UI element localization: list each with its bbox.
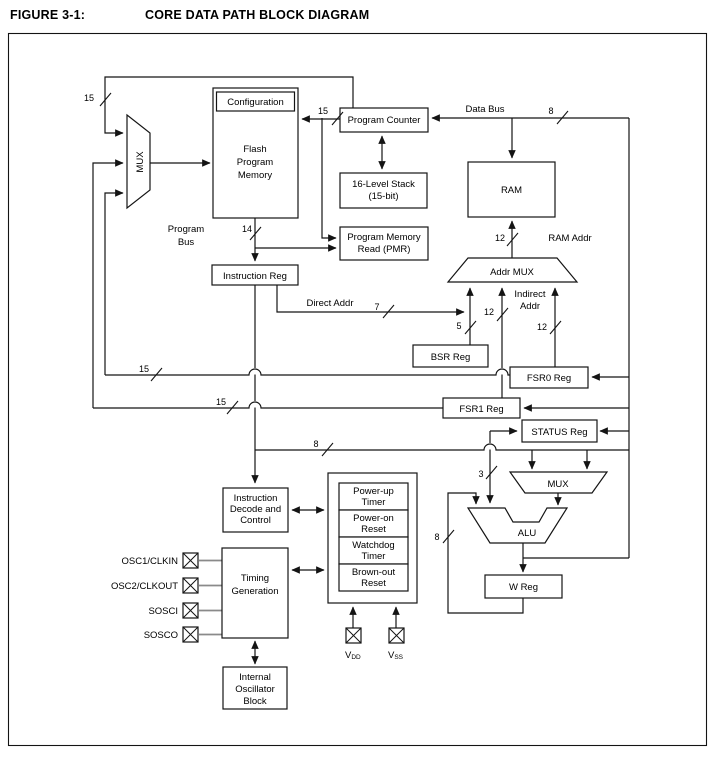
sosco-label: SOSCO [143, 630, 178, 641]
sosci-pin-icon [183, 603, 198, 618]
pmr-label-2: Read (PMR) [357, 244, 411, 255]
w-reg-label: W Reg [508, 582, 539, 593]
width-ram-addr: 12 [494, 233, 506, 243]
flash-label-2: Program [236, 157, 274, 168]
vss-pin-icon [389, 628, 404, 643]
intosc-label-1: Internal [239, 672, 271, 683]
width-flash-ir: 14 [241, 224, 253, 234]
data-bus-label: Data Bus [465, 104, 505, 115]
alu-mux-label: MUX [547, 479, 569, 490]
timer1-label-1: Power-up [353, 486, 394, 497]
vss-base: V [388, 650, 395, 661]
ram-addr-label: RAM Addr [548, 233, 592, 244]
program-bus-label-2: Bus [177, 237, 195, 248]
intosc-label-3: Block [243, 696, 267, 707]
status-label: STATUS Reg [531, 427, 588, 438]
timer1-label-2: Timer [361, 497, 386, 508]
indirect-addr-label-1: Indirect [514, 289, 546, 300]
stack-label-1: 16-Level Stack [352, 179, 415, 190]
width-data-bus: 8 [548, 106, 554, 116]
width-w-alu: 8 [434, 532, 440, 542]
program-bus-label-1: Program [167, 224, 205, 235]
timing-label-1: Timing [240, 573, 270, 584]
intosc-label-2: Oscillator [235, 684, 275, 695]
width-fsr1-bus: 15 [215, 397, 227, 407]
figure-label: FIGURE 3-1: [10, 8, 86, 22]
fsr1-label: FSR1 Reg [459, 404, 504, 415]
timer2-label-1: Power-on [353, 513, 394, 524]
decode-label-3: Control [240, 515, 271, 526]
stack-label-2: (15-bit) [368, 191, 399, 202]
width-pc-flash: 15 [317, 106, 329, 116]
timer4-label-1: Brown-out [351, 567, 396, 578]
flash-label-3: Memory [237, 170, 273, 181]
decode-label-1: Instruction [233, 493, 278, 504]
configuration-label: Configuration [227, 97, 284, 108]
vss-sub: SS [394, 654, 404, 661]
program-counter-label: Program Counter [347, 115, 421, 126]
sosci-label: SOSCI [148, 606, 178, 617]
direct-addr-label: Direct Addr [306, 298, 354, 309]
fsr0-label: FSR0 Reg [526, 373, 572, 384]
width-fsr1-addrmux: 12 [483, 307, 495, 317]
alu-label: ALU [517, 528, 537, 539]
flash-label-1: Flash [243, 144, 267, 155]
pmr-label-1: Program Memory [347, 232, 421, 243]
vdd-base: V [345, 650, 352, 661]
width-literal: 8 [313, 439, 319, 449]
program-mux-label: MUX [135, 151, 146, 173]
width-fsr0-bus: 15 [138, 364, 150, 374]
vdd-sub: DD [351, 654, 361, 661]
timer2-label-2: Reset [361, 524, 386, 535]
timing-label-2: Generation [231, 586, 279, 597]
width-direct-addr: 7 [374, 302, 380, 312]
width-pc-mux: 15 [83, 93, 95, 103]
osc1-label: OSC1/CLKIN [121, 556, 178, 567]
width-bsr: 5 [456, 321, 462, 331]
timer4-label-2: Reset [361, 578, 386, 589]
vdd-pin-icon [346, 628, 361, 643]
width-status-alu: 3 [478, 469, 484, 479]
instruction-reg-label: Instruction Reg [223, 271, 287, 282]
sosco-pin-icon [183, 627, 198, 642]
osc1-pin-icon [183, 553, 198, 568]
width-fsr0-addrmux: 12 [536, 322, 548, 332]
addr-mux-label: Addr MUX [490, 267, 534, 278]
osc2-label: OSC2/CLKOUT [110, 581, 178, 592]
indirect-addr-label-2: Addr [519, 301, 541, 312]
bsr-label: BSR Reg [430, 352, 471, 363]
ram-label: RAM [500, 185, 523, 196]
timer3-label-1: Watchdog [352, 540, 395, 551]
osc2-pin-icon [183, 578, 198, 593]
figure-title: CORE DATA PATH BLOCK DIAGRAM [145, 8, 370, 22]
decode-label-2: Decode and [229, 504, 282, 515]
timer3-label-2: Timer [361, 551, 386, 562]
